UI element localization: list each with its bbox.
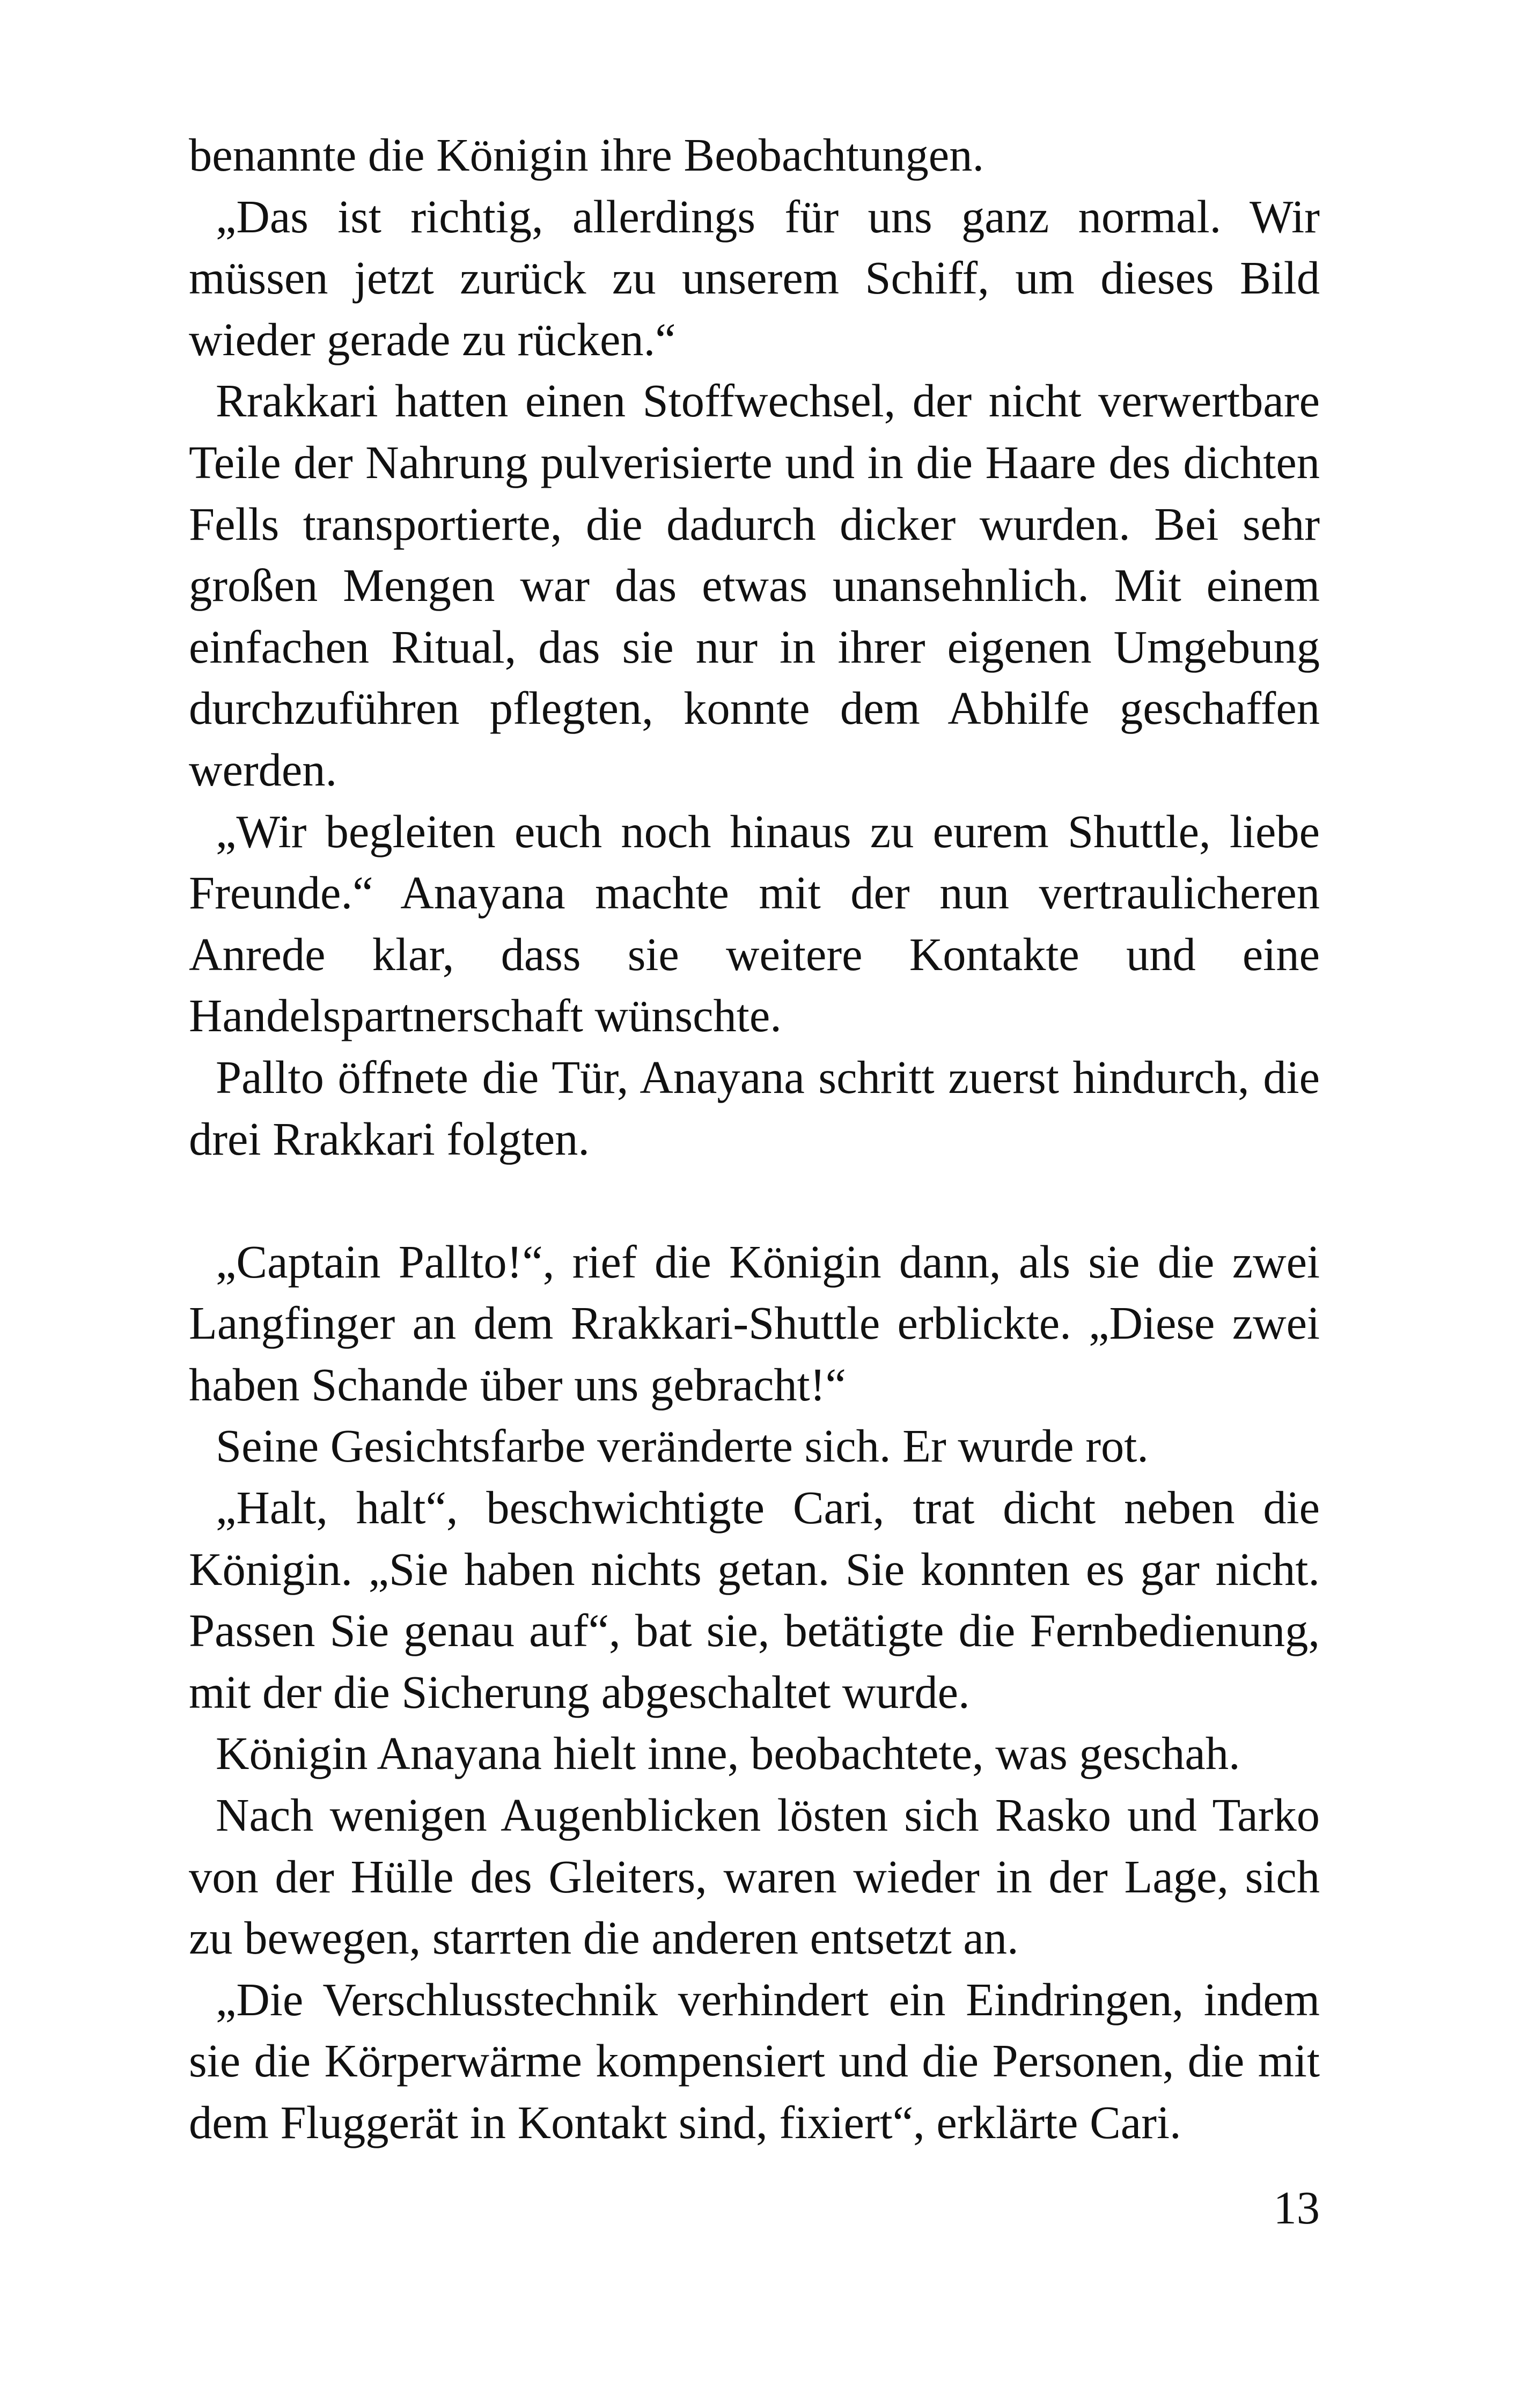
paragraph: „Wir begleiten euch noch hinaus zu eurem Shuttle, liebe Freunde.“ Anayana machte mit der nun vertraulicheren Anrede klar, dass sie weitere Kontakte und eine Handelspartnerschaft wünschte. <box>189 805 1320 1042</box>
paragraph: „Das ist richtig, allerdings für uns ganz normal. Wir müssen jetzt zurück zu unserem Schiff, um dieses Bild wieder gerade zu rücken.“ <box>189 190 1320 365</box>
paragraph: Königin Anayana hielt inne, beobachtete, was geschah. <box>216 1728 1240 1780</box>
paragraph: „Die Verschlusstechnik verhindert ein Eindringen, indem sie die Körperwärme kompensiert und die Personen, die mit dem Fluggerät in Kontakt sind, fixiert“, erklärte Cari. <box>189 1973 1320 2148</box>
paragraph: „Halt, halt“, beschwichtigte Cari, trat dicht neben die Königin. „Sie haben nichts getan. Sie konnten es gar nicht. Passen Sie genau auf“, bat sie, betätigte die Fernbedienung, mit der die Sicherung abgeschaltet wurde. <box>189 1482 1320 1718</box>
paragraph: Rrakkari hatten einen Stoffwechsel, der nicht verwertbare Teile der Nahrung pulverisierte und in die Haare des dichten Fells transportierte, die dadurch dicker wurden. Bei sehr großen Mengen war das etwas unansehnlich. Mit einem einfachen Ritual, das sie nur in ihrer eigenen Umgebung durchzuführen pflegten, konnte dem Abhilfe geschaffen werden. <box>189 375 1320 796</box>
paragraph: Nach wenigen Augenblicken lösten sich Rasko und Tarko von der Hülle des Gleiters, waren wieder in der Lage, sich zu bewegen, starrten die anderen entsetzt an. <box>189 1789 1320 1964</box>
page-number: 13 <box>1273 2182 1320 2234</box>
page-body <box>189 124 1320 2154</box>
paragraph: benannte die Königin ihre Beobachtungen. <box>189 129 984 181</box>
paragraph: „Captain Pallto!“, rief die Königin dann, als sie die zwei Langfinger an dem Rrakkari-Shuttle erblickte. „Diese zwei haben Schande über uns gebracht!“ <box>189 1236 1320 1411</box>
paragraph: Seine Gesichtsfarbe veränderte sich. Er wurde rot. <box>216 1420 1149 1472</box>
paragraph: Pallto öffnete die Tür, Anayana schritt zuerst hindurch, die drei Rrakkari folgten. <box>189 1051 1320 1165</box>
section-break <box>189 1170 1320 1231</box>
